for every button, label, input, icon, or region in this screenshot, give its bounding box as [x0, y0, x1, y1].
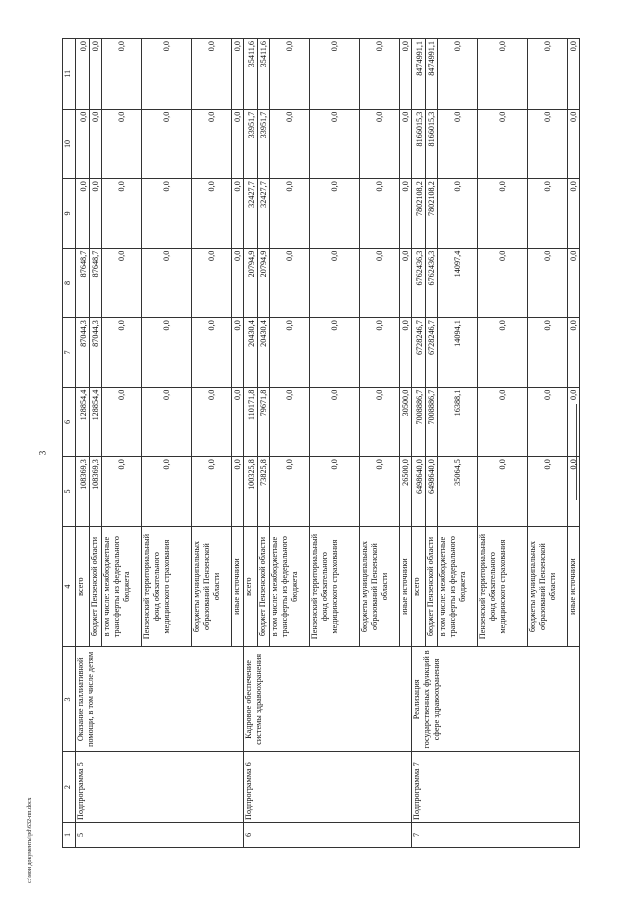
- value-cell: 0,0: [528, 179, 568, 249]
- value-cell: 20794,9: [244, 248, 258, 318]
- value-cell: 87044,3: [90, 318, 102, 388]
- value-cell: 0,0: [192, 387, 232, 457]
- funding-source: всего: [76, 526, 90, 647]
- header-cell: 10: [63, 109, 76, 179]
- value-cell: 110171,8: [244, 387, 258, 457]
- subprogram-name: Оказание паллиативной помощи, в том числе детям: [76, 647, 244, 752]
- value-cell: 0,0: [76, 39, 90, 110]
- value-cell: 8474991,1: [426, 39, 438, 110]
- value-cell: 0,0: [400, 39, 412, 110]
- value-cell: 0,0: [528, 109, 568, 179]
- header-cell: 1: [63, 822, 76, 847]
- funding-source: бюджеты муниципальных образований Пензенской области: [528, 526, 568, 647]
- value-cell: 0,0: [478, 248, 528, 318]
- value-cell: 0,0: [528, 457, 568, 527]
- funding-source: Пензенский территориальный фонд обязательного медицинского страхования: [478, 526, 528, 647]
- value-cell: 0,0: [478, 39, 528, 110]
- value-cell: 0,0: [568, 248, 580, 318]
- header-row: [63, 39, 76, 848]
- value-cell: 0,0: [192, 248, 232, 318]
- value-cell: 108369,3: [76, 457, 90, 527]
- value-cell: 0,0: [310, 318, 360, 388]
- value-cell: 20430,4: [244, 318, 258, 388]
- value-cell: 0,0: [478, 318, 528, 388]
- value-cell: 0,0: [478, 109, 528, 179]
- value-cell: 73825,8: [258, 457, 270, 527]
- value-cell: 6498640,0: [426, 457, 438, 527]
- funding-source: бюджет Пензенской области: [90, 526, 102, 647]
- value-cell: 0,0: [360, 318, 400, 388]
- value-cell: 6728246,7: [426, 318, 438, 388]
- page-number: 3: [37, 450, 48, 456]
- value-cell: 0,0: [270, 248, 310, 318]
- value-cell: 0,0: [400, 318, 412, 388]
- value-cell: 0,0: [102, 248, 142, 318]
- value-cell: 8166015,3: [426, 109, 438, 179]
- subprogram-name: Кадровое обеспечение системы здравоохранения: [244, 647, 412, 752]
- value-cell: 0,0: [528, 39, 568, 110]
- value-cell: 0,0: [102, 109, 142, 179]
- value-cell: 14094,1: [438, 318, 478, 388]
- value-cell: 0,0: [310, 179, 360, 249]
- value-cell: 14097,4: [438, 248, 478, 318]
- value-cell: 32427,7: [244, 179, 258, 249]
- header-cell: 9: [63, 179, 76, 249]
- value-cell: 0,0: [232, 457, 244, 527]
- value-cell: 0,0: [102, 457, 142, 527]
- value-cell: 0,0: [232, 248, 244, 318]
- value-cell: 0,0: [270, 39, 310, 110]
- value-cell: 87648,7: [90, 248, 102, 318]
- value-cell: 0,0: [232, 387, 244, 457]
- value-cell: 87044,3: [76, 318, 90, 388]
- value-cell: 0,0: [192, 39, 232, 110]
- value-cell: 0,0: [568, 39, 580, 110]
- value-cell: 0,0: [192, 318, 232, 388]
- value-cell: 7008886,7: [426, 387, 438, 457]
- value-cell: 7802108,2: [412, 179, 426, 249]
- value-cell: 79671,8: [258, 387, 270, 457]
- value-cell: 0,0: [102, 387, 142, 457]
- value-cell: 0,0: [232, 318, 244, 388]
- value-cell: 128854,4: [90, 387, 102, 457]
- value-cell: 7802108,2: [426, 179, 438, 249]
- budget-table: [62, 38, 580, 848]
- value-cell: 0,0: [142, 109, 192, 179]
- header-cell: 3: [63, 647, 76, 752]
- value-cell: 0,0: [90, 109, 102, 179]
- value-cell: 0,0: [270, 179, 310, 249]
- value-cell: 35411,6: [244, 39, 258, 110]
- header-cell: 11: [63, 39, 76, 110]
- value-cell: 100325,8: [244, 457, 258, 527]
- value-cell: 0,0: [192, 457, 232, 527]
- funding-source: иные источники: [232, 526, 244, 647]
- funding-source: в том числе: межбюджетные трансферты из федерального бюджета: [270, 526, 310, 647]
- value-cell: 20430,4: [258, 318, 270, 388]
- subprogram-code: Подпрограмма 6: [244, 752, 412, 823]
- funding-source: бюджеты муниципальных образований Пензенской области: [360, 526, 400, 647]
- value-cell: 0,0: [528, 318, 568, 388]
- value-cell: 0,0: [400, 248, 412, 318]
- value-cell: 0,0: [438, 109, 478, 179]
- value-cell: 0,0: [438, 179, 478, 249]
- value-cell: 0,0: [568, 387, 580, 457]
- value-cell: 0,0: [232, 39, 244, 110]
- header-cell: 2: [63, 752, 76, 823]
- header-cell: 5: [63, 457, 76, 527]
- table-row: [76, 39, 90, 848]
- row-number: 5: [76, 822, 244, 847]
- value-cell: 0,0: [310, 39, 360, 110]
- value-cell: 0,0: [568, 318, 580, 388]
- value-cell: 0,0: [360, 248, 400, 318]
- funding-source: иные источники: [400, 526, 412, 647]
- value-cell: 0,0: [310, 248, 360, 318]
- value-cell: 0,0: [360, 109, 400, 179]
- value-cell: 0,0: [142, 457, 192, 527]
- value-cell: 30500,0: [400, 387, 412, 457]
- value-cell: 0,0: [400, 179, 412, 249]
- value-cell: 108369,3: [90, 457, 102, 527]
- value-cell: 0,0: [270, 109, 310, 179]
- value-cell: 0,0: [568, 457, 580, 527]
- value-cell: 0,0: [270, 318, 310, 388]
- funding-source: Пензенский территориальный фонд обязательного медицинского страхования: [310, 526, 360, 647]
- value-cell: 0,0: [528, 248, 568, 318]
- value-cell: 26500,0: [400, 457, 412, 527]
- value-cell: 0,0: [310, 109, 360, 179]
- funding-source: всего: [412, 526, 426, 647]
- value-cell: 0,0: [270, 387, 310, 457]
- value-cell: 0,0: [310, 387, 360, 457]
- funding-source: бюджет Пензенской области: [258, 526, 270, 647]
- header-cell: 8: [63, 248, 76, 318]
- funding-source: Пензенский территориальный фонд обязательного медицинского страхования: [142, 526, 192, 647]
- header-cell: 6: [63, 387, 76, 457]
- value-cell: 0,0: [478, 179, 528, 249]
- value-cell: 6762436,3: [426, 248, 438, 318]
- value-cell: 8166015,3: [412, 109, 426, 179]
- value-cell: 0,0: [76, 109, 90, 179]
- value-cell: 0,0: [142, 248, 192, 318]
- value-cell: 33951,7: [258, 109, 270, 179]
- funding-source: в том числе: межбюджетные трансферты из федерального бюджета: [102, 526, 142, 647]
- value-cell: 8474991,1: [412, 39, 426, 110]
- funding-source: всего: [244, 526, 258, 647]
- subprogram-code: Подпрограмма 5: [76, 752, 244, 823]
- funding-source: бюджеты муниципальных образований Пензенской области: [192, 526, 232, 647]
- value-cell: 6762436,3: [412, 248, 426, 318]
- funding-source: иные источники: [568, 526, 580, 647]
- footer-file-path: c:\мои документы\pd\632-пп.docx: [27, 797, 33, 883]
- value-cell: 6728246,7: [412, 318, 426, 388]
- value-cell: 0,0: [90, 39, 102, 110]
- header-cell: 7: [63, 318, 76, 388]
- value-cell: 0,0: [310, 457, 360, 527]
- value-cell: 0,0: [360, 39, 400, 110]
- value-cell: 0,0: [232, 179, 244, 249]
- value-cell: 32427,7: [258, 179, 270, 249]
- value-cell: 0,0: [232, 109, 244, 179]
- value-cell: 0,0: [270, 457, 310, 527]
- value-cell: 0,0: [102, 318, 142, 388]
- subprogram-code: Подпрограмма 7: [412, 752, 580, 823]
- value-cell: 7008886,7: [412, 387, 426, 457]
- value-cell: 0,0: [142, 318, 192, 388]
- value-cell: 128854,4: [76, 387, 90, 457]
- value-cell: 0,0: [142, 387, 192, 457]
- header-cell: 4: [63, 526, 76, 647]
- value-cell: 0,0: [142, 39, 192, 110]
- value-cell: 0,0: [568, 179, 580, 249]
- value-cell: 33951,7: [244, 109, 258, 179]
- funding-source: бюджет Пензенской области: [426, 526, 438, 647]
- value-cell: 0,0: [102, 179, 142, 249]
- value-cell: 0,0: [102, 39, 142, 110]
- value-cell: 0,0: [400, 109, 412, 179]
- value-cell: 0,0: [478, 457, 528, 527]
- table-row: [244, 39, 258, 848]
- value-cell: 0,0: [90, 179, 102, 249]
- value-cell: 0,0: [438, 39, 478, 110]
- value-cell: 35411,6: [258, 39, 270, 110]
- value-cell: 16388,1: [438, 387, 478, 457]
- value-cell: 0,0: [360, 179, 400, 249]
- value-cell: 0,0: [360, 457, 400, 527]
- value-cell: 87648,7: [76, 248, 90, 318]
- funding-source: в том числе: межбюджетные трансферты из федерального бюджета: [438, 526, 478, 647]
- value-cell: 0,0: [76, 179, 90, 249]
- value-cell: 0,0: [192, 179, 232, 249]
- value-cell: 0,0: [568, 109, 580, 179]
- value-cell: 6498640,0: [412, 457, 426, 527]
- value-cell: 20794,9: [258, 248, 270, 318]
- value-cell: 0,0: [142, 179, 192, 249]
- value-cell: 0,0: [192, 109, 232, 179]
- table-row: [412, 39, 426, 848]
- row-number: 6: [244, 822, 412, 847]
- rotated-table-wrapper: [62, 38, 622, 848]
- subprogram-name: Реализация государственных функций в сфере здравоохранения: [412, 647, 580, 752]
- row-number: 7: [412, 822, 580, 847]
- value-cell: 0,0: [528, 387, 568, 457]
- value-cell: 35064,5: [438, 457, 478, 527]
- value-cell: 0,0: [360, 387, 400, 457]
- value-cell: 0,0: [478, 387, 528, 457]
